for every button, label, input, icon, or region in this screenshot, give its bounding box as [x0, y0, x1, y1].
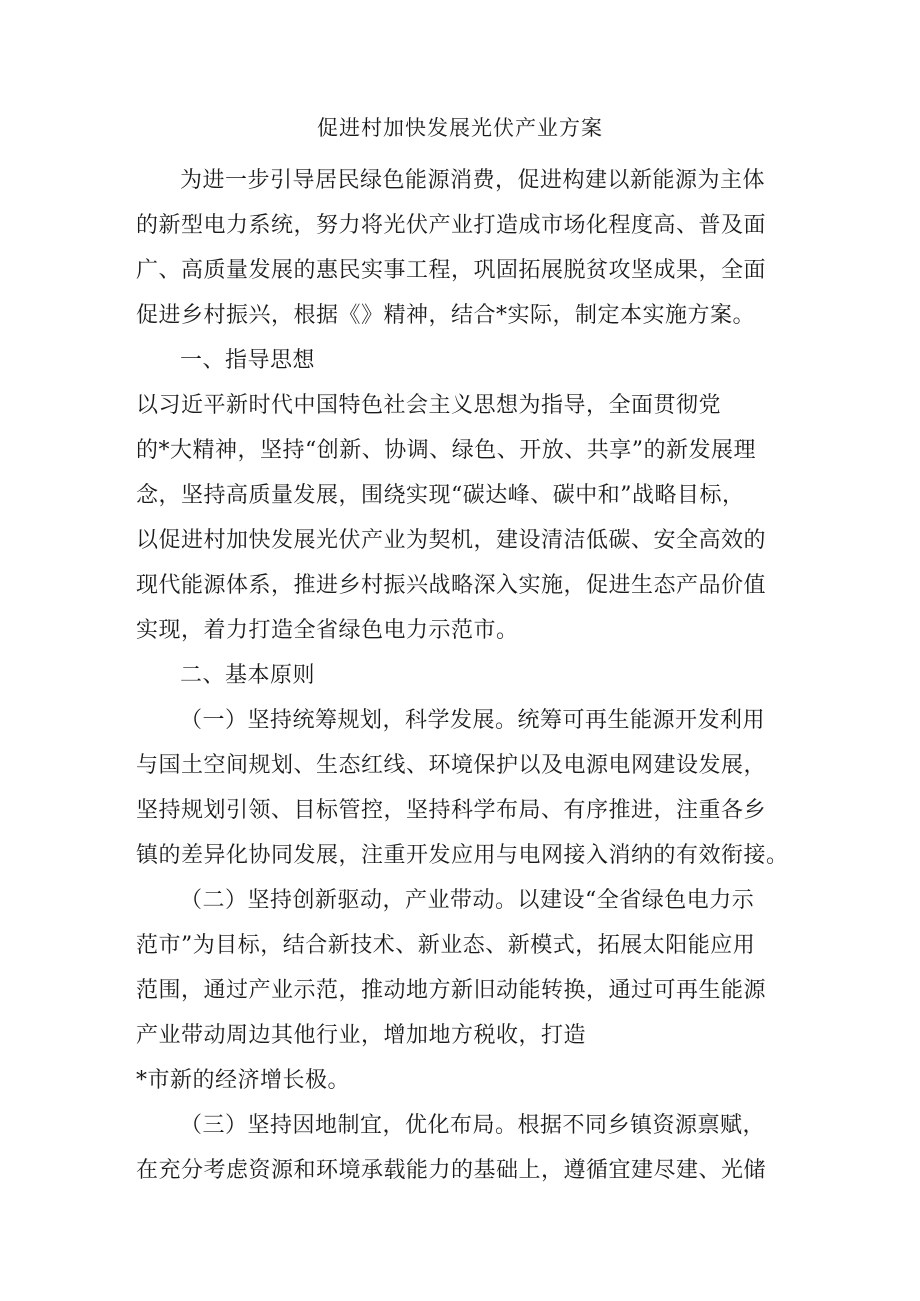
paragraph-line: 在充分考虑资源和环境承载能力的基础上，遵循宜建尽建、光储: [136, 1158, 767, 1183]
paragraph-line: 产业带动周边其他行业，增加地方税收，打造: [136, 1023, 587, 1048]
paragraph-line: 为进一步引导居民绿色能源消费，促进构建以新能源为主体: [180, 168, 766, 193]
paragraph-line: 现代能源体系，推进乡村振兴战略深入实施，促进生态产品价值: [136, 573, 767, 598]
paragraph-line: 范市”为目标，结合新技术、新业态、新模式，拓展太阳能应用: [136, 933, 756, 958]
section-heading: 二、基本原则: [180, 663, 316, 688]
paragraph-line: *市新的经济增长极。: [136, 1068, 351, 1093]
paragraph-line: 的新型电力系统，努力将光伏产业打造成市场化程度高、普及面: [136, 213, 767, 238]
paragraph-line: 以习近平新时代中国特色社会主义思想为指导，全面贯彻党: [136, 393, 722, 418]
paragraph-line: （一）坚持统筹规划，科学发展。统筹可再生能源开发利用: [180, 708, 766, 733]
document-title: 促进村加快发展光伏产业方案: [317, 116, 603, 140]
paragraph-line: 实现，着力打造全省绿色电力示范市。: [136, 618, 519, 643]
paragraph-line: 念，坚持高质量发展，围绕实现“碳达峰、碳中和”战略目标，: [136, 483, 745, 508]
paragraph-line: （二）坚持创新驱动，产业带动。以建设“全省绿色电力示: [180, 888, 755, 913]
document-body: [136, 158, 796, 1193]
section-heading: 一、指导思想: [180, 348, 316, 373]
paragraph-line: 的*大精神，坚持“创新、协调、绿色、开放、共享”的新发展理: [136, 438, 756, 463]
paragraph-line: 坚持规划引领、目标管控，坚持科学布局、有序推进，注重各乡: [136, 798, 767, 823]
paragraph-line: 以促进村加快发展光伏产业为契机，建设清洁低碳、安全高效的: [136, 528, 767, 553]
paragraph-line: 广、高质量发展的惠民实事工程，巩固拓展脱贫攻坚成果，全面: [136, 258, 767, 283]
paragraph-line: 促进乡村振兴，根据《》精神，结合*实际，制定本实施方案。: [136, 303, 756, 328]
paragraph-line: （三）坚持因地制宜，优化布局。根据不同乡镇资源禀赋，: [180, 1113, 766, 1138]
paragraph-line: 范围，通过产业示范，推动地方新旧动能转换，通过可再生能源: [136, 978, 767, 1003]
paragraph-line: 与国土空间规划、生态红线、环境保护以及电源电网建设发展，: [136, 753, 767, 778]
paragraph-line: 镇的差异化协同发展，注重开发应用与电网接入消纳的有效衔接。: [136, 843, 789, 868]
